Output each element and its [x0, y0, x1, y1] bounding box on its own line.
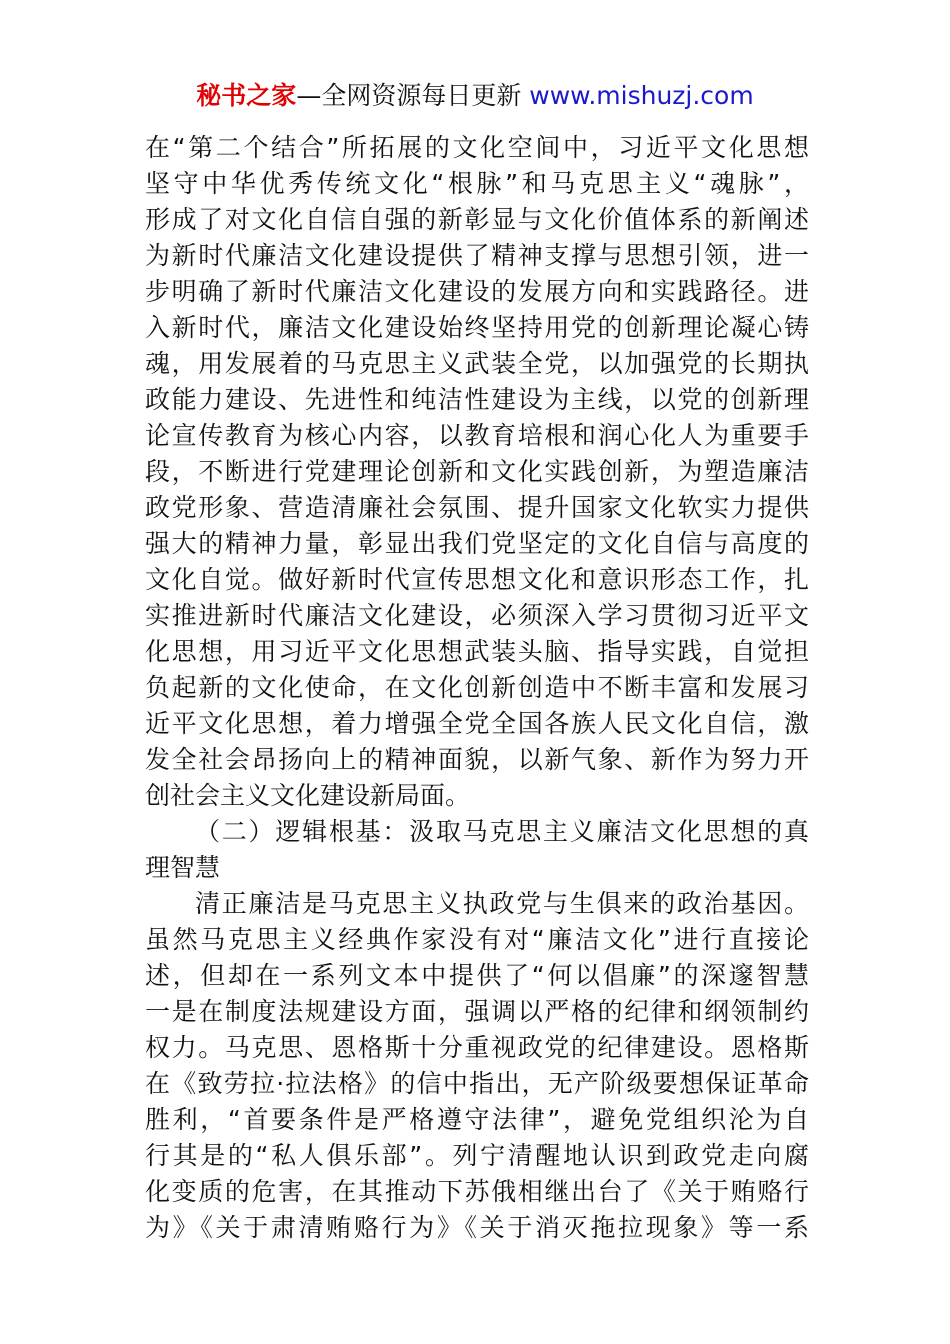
text-line: 论宣传教育为核心内容，以教育培根和润心化人为重要手: [145, 421, 809, 450]
text-line: 段，不断进行党建理论创新和文化实践创新，为塑造廉洁: [145, 457, 809, 486]
text-line: 述，但却在一系列文本中提供了“何以倡廉”的深邃智慧: [145, 961, 809, 990]
header-tagline: —全网资源每日更新: [296, 81, 522, 110]
text-line: 化变质的危害，在其推动下苏俄相继出台了《关于贿赂行: [145, 1177, 809, 1206]
text-line: 步明确了新时代廉洁文化建设的发展方向和实践路径。进: [145, 277, 809, 306]
site-header: [0, 80, 950, 112]
document-body: [145, 130, 809, 1246]
text-line: 化思想，用习近平文化思想武装头脑、指导实践，自觉担: [145, 637, 809, 666]
section-heading: （二）逻辑根基：汲取马克思主义廉洁文化思想的真: [195, 817, 809, 846]
text-line: 在“第二个结合”所拓展的文化空间中，习近平文化思想: [145, 133, 809, 162]
text-line: 政能力建设、先进性和纯洁性建设为主线，以党的创新理: [145, 385, 809, 414]
text-line: 负起新的文化使命，在文化创新创造中不断丰富和发展习: [145, 673, 809, 702]
text-line: 近平文化思想，着力增强全党全国各族人民文化自信，激: [145, 709, 809, 738]
text-line: 在《致劳拉·拉法格》的信中指出，无产阶级要想保证革命: [145, 1069, 809, 1098]
section-heading-continued: 理智慧: [145, 853, 221, 882]
text-line: 文化自觉。做好新时代宣传思想文化和意识形态工作，扎: [145, 565, 809, 594]
paragraph-first-line: 清正廉洁是马克思主义执政党与生俱来的政治基因。: [195, 889, 809, 918]
text-line: 为》《关于肃清贿赂行为》《关于消灭拖拉现象》等一系: [145, 1213, 809, 1242]
text-line: 虽然马克思主义经典作家没有对“廉洁文化”进行直接论: [145, 925, 809, 954]
text-line: 胜利，“首要条件是严格遵守法律”，避免党组织沦为自: [145, 1105, 809, 1134]
site-url-link[interactable]: www.mishuzj.com: [529, 81, 754, 110]
text-line: 实推进新时代廉洁文化建设，必须深入学习贯彻习近平文: [145, 601, 809, 630]
text-line: 形成了对文化自信自强的新彰显与文化价值体系的新阐述: [145, 205, 809, 234]
text-line: 魂，用发展着的马克思主义武装全党，以加强党的长期执: [145, 349, 809, 378]
text-line: 强大的精神力量，彰显出我们党坚定的文化自信与高度的: [145, 529, 809, 558]
text-line: 发全社会昂扬向上的精神面貌，以新气象、新作为努力开: [145, 745, 809, 774]
text-line: 权力。马克思、恩格斯十分重视政党的纪律建设。恩格斯: [145, 1033, 809, 1062]
text-line: 政党形象、营造清廉社会氛围、提升国家文化软实力提供: [145, 493, 809, 522]
text-line: 坚守中华优秀传统文化“根脉”和马克思主义“魂脉”，: [145, 169, 809, 198]
text-line: 行其是的“私人俱乐部”。列宁清醒地认识到政党走向腐: [145, 1141, 809, 1170]
text-line: 创社会主义文化建设新局面。: [145, 781, 471, 810]
brand-name: 秘书之家: [196, 81, 297, 110]
text-line: 为新时代廉洁文化建设提供了精神支撑与思想引领，进一: [145, 241, 809, 270]
text-line: 一是在制度法规建设方面，强调以严格的纪律和纲领制约: [145, 997, 809, 1026]
text-line: 入新时代，廉洁文化建设始终坚持用党的创新理论凝心铸: [145, 313, 809, 342]
